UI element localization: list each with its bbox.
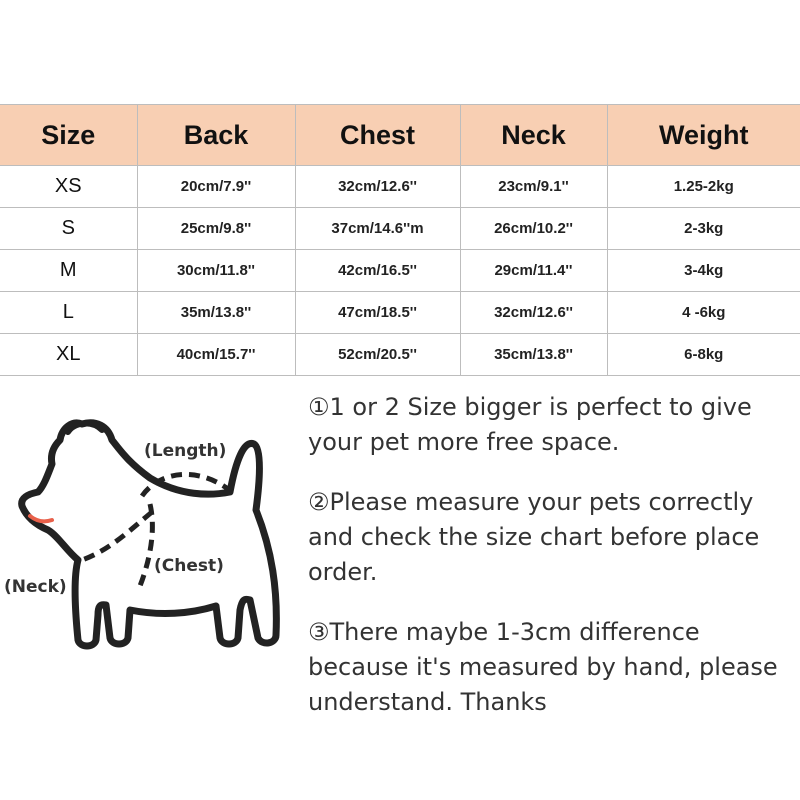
back-cell: 40cm/15.7'' [137, 334, 295, 376]
back-cell: 30cm/11.8'' [137, 250, 295, 292]
header-back: Back [137, 105, 295, 166]
weight-cell: 3-4kg [607, 250, 800, 292]
weight-cell: 6-8kg [607, 334, 800, 376]
header-size: Size [0, 105, 137, 166]
note-item: ③There maybe 1-3cm difference because it's measured by hand, please understand. Thanks [308, 618, 778, 716]
table-row [0, 166, 800, 208]
chest-cell: 42cm/16.5'' [295, 250, 460, 292]
header-weight: Weight [607, 105, 800, 166]
dog-outline-icon [0, 400, 300, 670]
table-row [0, 292, 800, 334]
chest-cell: 32cm/12.6'' [295, 166, 460, 208]
table-row [0, 334, 800, 376]
header-chest: Chest [295, 105, 460, 166]
neck-cell: 23cm/9.1'' [460, 166, 607, 208]
note-item: ①1 or 2 Size bigger is perfect to give your pet more free space. [308, 393, 752, 456]
neck-cell: 35cm/13.8'' [460, 334, 607, 376]
back-cell: 20cm/7.9'' [137, 166, 295, 208]
chest-cell: 47cm/18.5'' [295, 292, 460, 334]
neck-cell: 32cm/12.6'' [460, 292, 607, 334]
size-cell: M [0, 250, 137, 292]
chest-cell: 52cm/20.5'' [295, 334, 460, 376]
chest-cell: 37cm/14.6''m [295, 208, 460, 250]
chest-label: (Chest) [154, 556, 224, 576]
weight-cell: 4 -6kg [607, 292, 800, 334]
size-cell: XL [0, 334, 137, 376]
neck-label: (Neck) [4, 577, 67, 597]
back-cell: 35m/13.8'' [137, 292, 295, 334]
size-chart-table [0, 104, 800, 376]
table-row [0, 250, 800, 292]
weight-cell: 2-3kg [607, 208, 800, 250]
size-cell: L [0, 292, 137, 334]
table-header-row [0, 105, 800, 166]
neck-cell: 29cm/11.4'' [460, 250, 607, 292]
back-cell: 25cm/9.8'' [137, 208, 295, 250]
size-cell: XS [0, 166, 137, 208]
neck-cell: 26cm/10.2'' [460, 208, 607, 250]
note-item: ②Please measure your pets correctly and check the size chart before place order. [308, 488, 760, 586]
dog-measurement-diagram [0, 400, 300, 670]
header-neck: Neck [460, 105, 607, 166]
weight-cell: 1.25-2kg [607, 166, 800, 208]
size-notes [308, 390, 788, 745]
table-row [0, 208, 800, 250]
length-label: (Length) [144, 441, 227, 461]
size-cell: S [0, 208, 137, 250]
